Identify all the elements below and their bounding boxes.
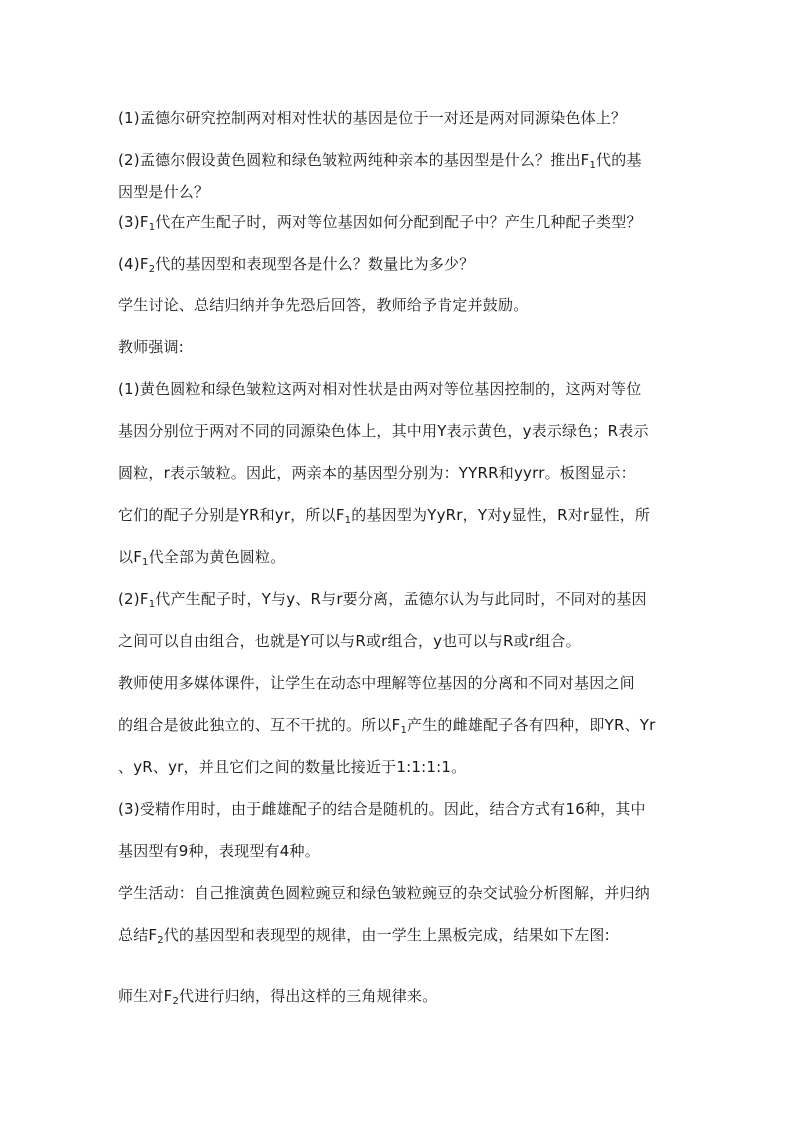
point-1-line-2: 基因分别位于两对不同的同源染色体上，其中用Y表示黄色，y表示绿色；R表示 [118,422,649,440]
point-3-line-2: 基因型有9种，表现型有4种。 [118,842,320,860]
question-3: $(3)F_1$代在产生配子时，两对等位基因如何分配到配子中？产生几种配子类型？ [118,213,642,233]
question-2-line-1: (2)孟德尔假设黄色圆粒和绿色皱粒两纯种亲本的基因型是什么？推出$F_1$代的基 [118,151,642,171]
student-activity-line-2: 总结$F_2$代的基因型和表现型的规律，由一学生上黑板完成，结果如下左图: [118,926,610,946]
student-activity-line-1: 学生活动：自己推演黄色圆粒豌豆和绿色皱粒豌豆的杂交试验分析图解，并归纳 [118,884,651,902]
multimedia-line-1: 教师使用多媒体课件，让学生在动态中理解等位基因的分离和不同对基因之间 [118,674,635,692]
point-1-line-1: (1)黄色圆粒和绿色皱粒这两对相对性状是由两对等位基因控制的，这两对等位 [118,380,642,398]
point-1-line-5: 以$F_1$代全部为黄色圆粒。 [118,548,286,568]
point-1-line-4: 它们的配子分别是YR和yr，所以$F_1$的基因型为YyRr，Y对y显性，R对r显性，所 [118,506,651,526]
question-1: (1)孟德尔研究控制两对相对性状的基因是位于一对还是两对同源染色体上？ [118,109,627,127]
multimedia-line-3: 、yR、yr，并且它们之间的数量比接近于1:1:1:1。 [118,758,467,776]
teacher-emphasis-heading: 教师强调: [118,338,185,356]
student-discussion: 学生讨论、总结归纳并争先恐后回答，教师给予肯定并鼓励。 [118,296,529,314]
point-1-line-3: 圆粒，r表示皱粒。因此，两亲本的基因型分别为：YYRR和yyrr。板图显示： [118,464,636,482]
multimedia-line-2: 的组合是彼此独立的、互不干扰的。所以$F_1$产生的雌雄配子各有四种，即YR、Yr [118,716,656,736]
summary-line: 师生对$F_2$代进行归纳，得出这样的三角规律来。 [118,987,438,1007]
point-3-line-1: (3)受精作用时，由于雌雄配子的结合是随机的。因此，结合方式有16种，其中 [118,800,646,818]
question-2-line-2: 因型是什么？ [118,183,210,201]
point-2-line-1: $(2)F_1$代产生配子时，Y与y、R与r要分离，孟德尔认为与此同时，不同对的基因 [118,590,647,610]
question-4: $(4)F_2$代的基因型和表现型各是什么？数量比为多少？ [118,255,475,275]
point-2-line-2: 之间可以自由组合，也就是Y可以与R或r组合，y也可以与R或r组合。 [118,632,581,650]
